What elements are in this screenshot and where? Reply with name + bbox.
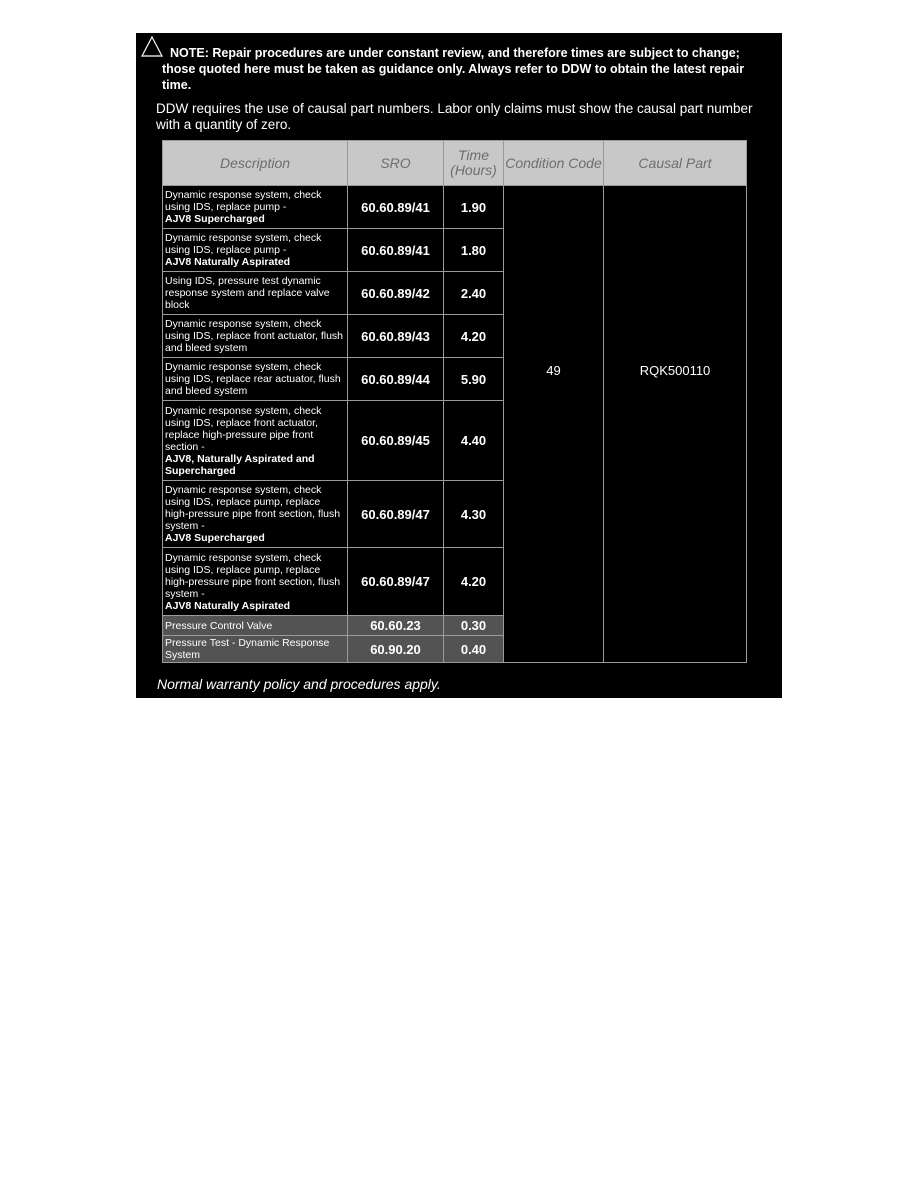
row-sro: 60.60.89/47 [348,548,444,616]
row-description: Pressure Control Valve [163,616,348,636]
row-hours: 5.90 [444,358,504,401]
row-description: Dynamic response system, check using IDS, replace pump - AJV8 Supercharged [163,186,348,229]
repair-time-panel [136,33,782,698]
row-sro: 60.60.89/42 [348,272,444,315]
row-description: Pressure Test - Dynamic Response System [163,636,348,663]
row-sro: 60.60.89/45 [348,401,444,481]
header-sro: SRO [348,141,444,186]
row-description: Dynamic response system, check using IDS, replace rear actuator, flush and bleed system [163,358,348,401]
header-description: Description [163,141,348,186]
row-sro: 60.60.89/41 [348,186,444,229]
warranty-footer-text: Normal warranty policy and procedures apply. [157,676,441,692]
note-text: Repair procedures are under constant review, and therefore times are subject to change; those quoted here must be taken as guidance only. Always refer to DDW to obtain the latest repair time. [162,46,745,92]
note-block [162,45,774,93]
row-hours: 1.80 [444,229,504,272]
row-hours: 0.40 [444,636,504,663]
row-sro: 60.60.23 [348,616,444,636]
row-description: Dynamic response system, check using IDS, replace front actuator, replace high-pressure pipe front section - AJV8, Naturally Aspirated and Supercharged [163,401,348,481]
row-hours: 2.40 [444,272,504,315]
row-hours: 4.20 [444,315,504,358]
condition-code-cell: 49 [504,186,604,663]
row-description: Dynamic response system, check using IDS, replace pump, replace high-pressure pipe front section, flush system - AJV8 Naturally Aspirated [163,548,348,616]
row-sro: 60.60.89/47 [348,481,444,548]
warning-triangle-icon [141,35,163,57]
row-sro: 60.60.89/43 [348,315,444,358]
header-causal-part: Causal Part [604,141,747,186]
row-sro: 60.60.89/44 [348,358,444,401]
causal-part-cell: RQK500110 [604,186,747,663]
row-sro: 60.90.20 [348,636,444,663]
row-hours: 4.30 [444,481,504,548]
table-header-row [163,141,747,186]
row-description: Using IDS, pressure test dynamic response system and replace valve block [163,272,348,315]
row-description: Dynamic response system, check using IDS, replace pump - AJV8 Naturally Aspirated [163,229,348,272]
row-description: Dynamic response system, check using IDS, replace pump, replace high-pressure pipe front section, flush system - AJV8 Supercharged [163,481,348,548]
table-row [163,186,747,229]
header-condition-code: Condition Code [504,141,604,186]
note-label: NOTE: [170,46,209,60]
header-time: Time (Hours) [444,141,504,186]
row-hours: 0.30 [444,616,504,636]
row-sro: 60.60.89/41 [348,229,444,272]
row-hours: 4.20 [444,548,504,616]
row-hours: 4.40 [444,401,504,481]
row-description: Dynamic response system, check using IDS, replace front actuator, flush and bleed system [163,315,348,358]
repair-times-table [162,140,747,663]
row-hours: 1.90 [444,186,504,229]
ddw-requirement-text: DDW requires the use of causal part numbers. Labor only claims must show the causal part number with a quantity of zero. [156,101,753,132]
